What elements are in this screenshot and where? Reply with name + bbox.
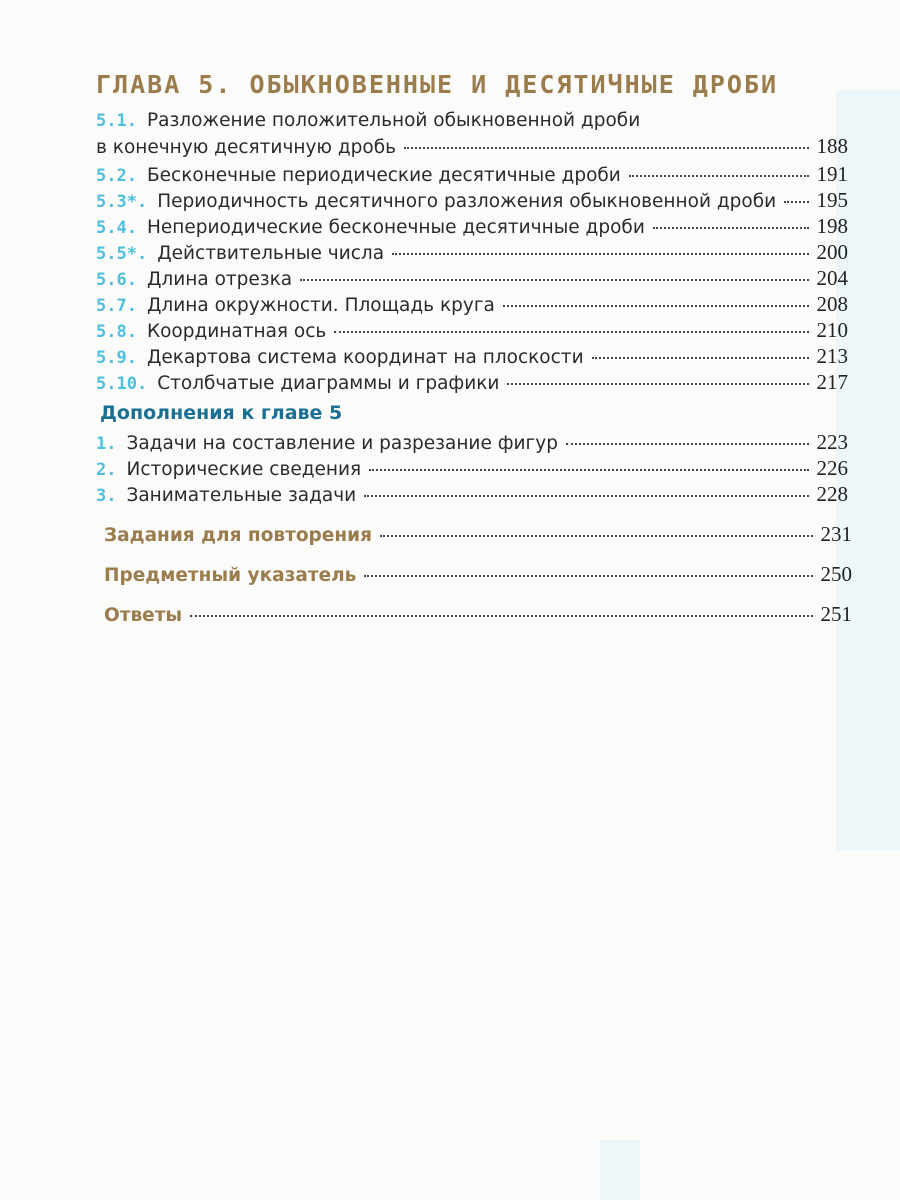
dot-leader	[566, 443, 809, 445]
page-number: 217	[816, 370, 848, 394]
dot-leader	[190, 615, 812, 617]
toc-entry-5-7[interactable]	[96, 292, 848, 318]
page-number: 208	[816, 292, 848, 316]
page-number: 223	[816, 430, 848, 454]
section-number: 5.9.	[96, 348, 137, 368]
dot-leader	[503, 305, 809, 307]
section-title: Действительные числа	[157, 243, 385, 264]
page-number: 210	[816, 318, 848, 342]
dot-leader	[380, 535, 813, 537]
chapter-title: ГЛАВА 5. ОБЫКНОВЕННЫЕ И ДЕСЯТИЧНЫЕ ДРОБИ	[96, 70, 779, 99]
dot-leader	[404, 147, 808, 149]
page-number: 198	[816, 214, 848, 238]
section-title: Непериодические бесконечные десятичные дроби	[146, 217, 645, 238]
item-title: Задачи на составление и разрезание фигур	[126, 433, 558, 454]
bleed-through-tint-bottom	[600, 1140, 640, 1200]
section-title-continued: в конечную десятичную дробь	[96, 137, 397, 158]
section-number: 5.1.	[96, 111, 137, 131]
item-number: 3.	[96, 486, 117, 506]
section-number: 5.7.	[96, 296, 137, 316]
toc-entry-5-9[interactable]	[96, 344, 848, 370]
entry-title: Предметный указатель	[104, 565, 357, 586]
toc-entry-5-10[interactable]	[96, 370, 848, 396]
supplement-entry-1[interactable]	[96, 430, 848, 456]
dot-leader	[364, 575, 812, 577]
toc-entry-5-6[interactable]	[96, 266, 848, 292]
page-number: 204	[816, 266, 848, 290]
page-number: 251	[820, 602, 852, 626]
page-number: 250	[820, 562, 852, 586]
dot-leader	[369, 469, 808, 471]
entry-title: Задания для повторения	[104, 525, 372, 546]
page-number: 228	[816, 482, 848, 506]
item-number: 2.	[96, 460, 117, 480]
page-number: 188	[816, 134, 848, 158]
section-list	[96, 110, 848, 396]
dot-leader	[784, 201, 808, 203]
section-title: Разложение положительной обыкновенной дроби	[146, 110, 641, 131]
item-title: Исторические сведения	[126, 459, 362, 480]
toc-entry-review-tasks[interactable]	[104, 522, 852, 547]
toc-entry-answers[interactable]	[104, 602, 852, 627]
dot-leader	[334, 331, 808, 333]
supplement-entry-3[interactable]	[96, 482, 848, 508]
section-title: Декартова система координат на плоскости	[146, 347, 584, 368]
toc-entry-5-2[interactable]	[96, 162, 848, 188]
page-number: 191	[816, 162, 848, 186]
supplement-entry-2[interactable]	[96, 456, 848, 482]
section-number: 5.3*.	[96, 192, 148, 212]
toc-entry-5-8[interactable]	[96, 318, 848, 344]
section-title: Координатная ось	[146, 321, 327, 342]
section-number: 5.5*.	[96, 244, 148, 264]
toc-entry-subject-index[interactable]	[104, 562, 852, 587]
section-number: 5.8.	[96, 322, 137, 342]
section-title: Длина отрезка	[146, 269, 293, 290]
page-number: 231	[820, 522, 852, 546]
toc-entry-5-4[interactable]	[96, 214, 848, 240]
page-number: 213	[816, 344, 848, 368]
page-number: 200	[816, 240, 848, 264]
toc-entry-5-3[interactable]	[96, 188, 848, 214]
section-title: Бесконечные периодические десятичные дроби	[146, 165, 621, 186]
entry-title: Ответы	[104, 605, 183, 626]
section-title: Периодичность десятичного разложения обыкновенной дроби	[157, 191, 777, 212]
section-title: Столбчатые диаграммы и графики	[157, 373, 500, 394]
supplement-heading: Дополнения к главе 5	[100, 402, 343, 424]
toc-entry-5-5[interactable]	[96, 240, 848, 266]
item-title: Занимательные задачи	[126, 485, 357, 506]
dot-leader	[629, 175, 809, 177]
section-number: 5.10.	[96, 374, 148, 394]
toc-entry-5-1[interactable]	[96, 110, 848, 134]
section-number: 5.6.	[96, 270, 137, 290]
dot-leader	[364, 495, 808, 497]
dot-leader	[592, 357, 809, 359]
section-number: 5.4.	[96, 218, 137, 238]
section-number: 5.2.	[96, 166, 137, 186]
dot-leader	[653, 227, 809, 229]
dot-leader	[507, 383, 808, 385]
item-number: 1.	[96, 434, 117, 454]
dot-leader	[300, 279, 808, 281]
page-number: 195	[816, 188, 848, 212]
dot-leader	[392, 253, 808, 255]
page-number: 226	[816, 456, 848, 480]
toc-entry-5-1-cont[interactable]	[96, 134, 848, 162]
supplement-list	[96, 430, 848, 508]
section-title: Длина окружности. Площадь круга	[146, 295, 495, 316]
